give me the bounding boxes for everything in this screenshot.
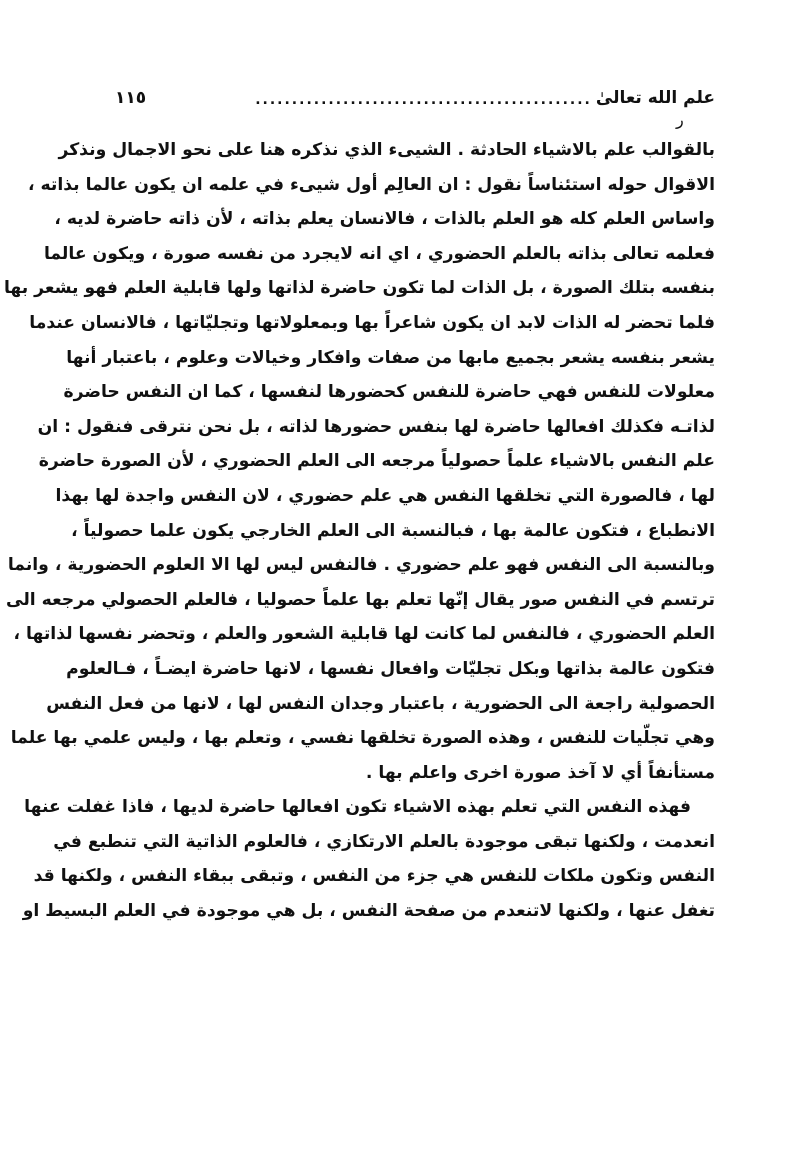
text-line: الحصولية راجعة الى الحضورية ، باعتبار وجدان النفس لها ، لانها من فعل النفس xyxy=(46,693,715,714)
text-line: العلم الحضوري ، فالنفس لما كانت لها قابلية الشعور والعلم ، وتحضر نفسها لذاتها ، xyxy=(13,624,715,645)
text-line: الانطباع ، فتكون عالمة بها ، فبالنسبة الى العلم الخارجي يكون علما حصولياً ، xyxy=(71,520,715,541)
text-line: بالقوالب علم بالاشياء الحادثة . الشيىء الذي نذكره هنا على نحو الاجمال ونذكر xyxy=(58,140,715,160)
text-line: يشعر بنفسه يشعر بجميع مابها من صفات وافكار وخيالات وعلوم ، باعتبار أنها xyxy=(66,347,715,368)
text-line: بنفسه بتلك الصورة ، بل الذات لما تكون حاضرة لذاتها ولها قابلية العلم فهو يشعر بها xyxy=(3,278,715,299)
text-line: معلولات للنفس فهي حاضرة للنفس كحضورها لنفسها ، كما ان النفس حاضرة xyxy=(63,382,715,403)
text-line: تغفل عنها ، ولكنها لاتنعدم من صفحة النفس ، بل هي موجودة في العلم البسيط او xyxy=(22,901,715,922)
text-line: لها ، فالصورة التي تخلقها النفس هي علم حضوري ، لان النفس واجدة لها بهذا xyxy=(55,485,715,506)
page-number: ١١٥ xyxy=(115,88,147,108)
leader-dots: .............................................. xyxy=(255,92,592,108)
text-line: انعدمت ، ولكنها تبقى موجودة بالعلم الارتكازي ، فالعلوم الذاتية التي تنطبع في xyxy=(53,831,715,852)
text-line: وبالنسبة الى النفس فهو علم حضوري . فالنفس ليس لها الا العلوم الحضورية ، وانما xyxy=(7,555,715,576)
text-line: علم النفس بالاشياء علماً حصولياً مرجعه الى العلم الحضوري ، لأن الصورة حاضرة xyxy=(38,451,715,472)
text-line: لذاتـه فكذلك افعالها حاضرة لها بنفس حضورها لذاته ، بل نحن نترقى فنقول : ان xyxy=(37,416,715,437)
margin-mark-icon: ر xyxy=(676,110,684,129)
text-line: فهذه النفس التي تعلم بهذه الاشياء تكون افعالها حاضرة لديها ، فاذا غفلت عنها xyxy=(24,797,691,818)
running-header-title: علم الله تعالىٰ xyxy=(595,88,715,108)
text-line: فتكون عالمة بذاتها وبكل تجليّات وافعال نفسها ، لانها حاضرة ايضـاً ، فـالعلوم xyxy=(66,658,715,679)
page-body xyxy=(3,133,715,929)
running-header xyxy=(115,78,715,108)
text-line: وهي تجلّيات للنفس ، وهذه الصورة تخلقها نفسي ، وتعلم بها ، وليس علمي بها علما xyxy=(10,728,715,749)
text-line: واساس العلم كله هو العلم بالذات ، فالانسان يعلم بذاته ، لأن ذاته حاضرة لديه ، xyxy=(54,209,715,230)
text-line: فعلمه تعالى بذاته بالعلم الحضوري ، اي انه لايجرد من نفسه صورة ، ويكون عالما xyxy=(43,243,715,264)
text-line: الاقوال حوله استئناساً نقول : ان العالِم أول شيىء في علمه ان يكون عالما بذاته ، xyxy=(27,174,715,195)
text-line: مستأنفاً أي لا آخذ صورة اخرى واعلم بها . xyxy=(365,762,715,783)
text-line: ترتسم في النفس صور يقال إنّها تعلم بها علماً حصوليا ، فالعلم الحصولي مرجعه الى xyxy=(5,589,715,610)
text-line: فلما تحضر له الذات لابد ان يكون شاعراً بها وبمعلولاتها وتجليّاتها ، فالانسان عندما xyxy=(29,312,715,333)
text-line: النفس وتكون ملكات للنفس هي جزء من النفس ، وتبقى ببقاء النفس ، ولكنها قد xyxy=(33,866,715,887)
